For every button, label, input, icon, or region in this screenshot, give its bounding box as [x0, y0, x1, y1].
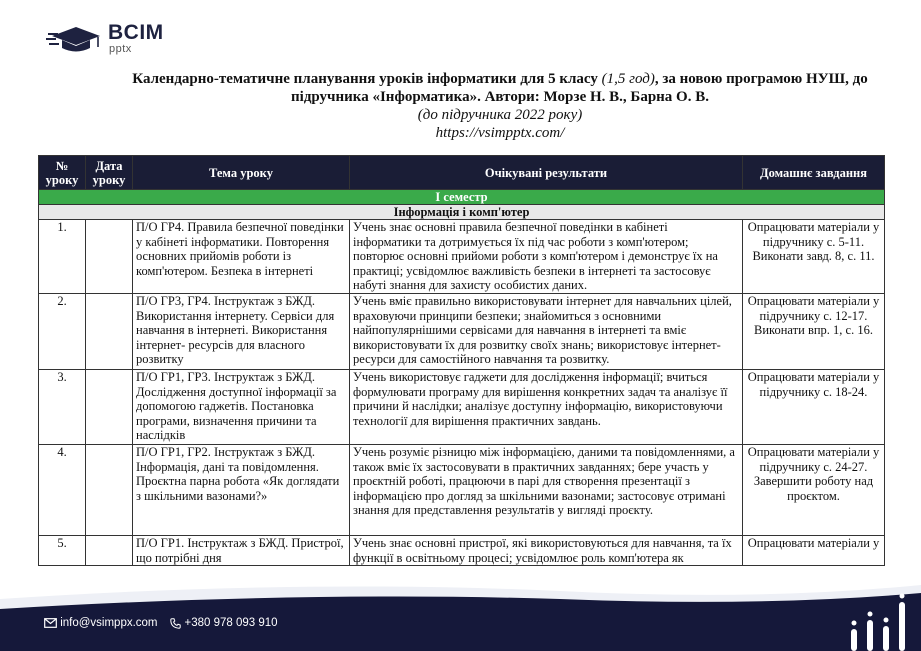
- row-results: Учень знає основні правила безпечної поведінки в кабінеті інформатики та дотримується їх під час роботи з комп'ютером; повторює основні прийоми роботи з комп'ютером і демонструє їх на практиці; усвідомлює важливість безпеки в інтернеті та застосовує набуті знання для захисту особистих даних.: [350, 220, 743, 294]
- row-topic: П/О ГР1. Інструктаж з БЖД. Пристрої, що потрібні дня: [133, 536, 350, 566]
- row-topic: П/О ГР1, ГР2. Інструктаж з БЖД. Інформація, дані та повідомлення. Проєктна парна робота «Як доглядати з шкільними вазонами?»: [133, 445, 350, 536]
- semester-row: [39, 190, 885, 205]
- row-date: [86, 536, 133, 566]
- row-number: 5.: [39, 536, 86, 566]
- table-row: [39, 536, 885, 566]
- row-homework: Опрацювати матеріали у: [743, 536, 885, 566]
- row-date: [86, 370, 133, 445]
- row-homework: Опрацювати матеріали у підручнику с. 18-24.: [743, 370, 885, 445]
- title-line1-rest: , за новою програмою НУШ, до: [654, 71, 868, 87]
- bars-decoration-icon: [840, 590, 915, 651]
- table-row: [39, 445, 885, 536]
- row-homework: Опрацювати матеріали у підручнику с. 24-27. Завершити роботу над проєктом.: [743, 445, 885, 536]
- logo-sub: pptx: [109, 43, 132, 55]
- header-number: № уроку: [39, 156, 86, 190]
- semester-label: I семестр: [39, 190, 885, 205]
- header-homework: Домашнє завдання: [743, 156, 885, 190]
- row-date: [86, 294, 133, 370]
- title-line1-bold: Календарно-тематичне планування уроків інформатики для 5 класу: [132, 71, 598, 87]
- row-number: 2.: [39, 294, 86, 370]
- lesson-plan-table: [38, 155, 885, 566]
- table-header: [39, 156, 885, 190]
- row-number: 3.: [39, 370, 86, 445]
- graduation-cap-icon: [46, 25, 104, 55]
- row-number: 4.: [39, 445, 86, 536]
- footer-email[interactable]: info@vsimppx.com: [60, 617, 158, 629]
- row-date: [86, 445, 133, 536]
- row-homework: Опрацювати матеріали у підручнику с. 12-17. Виконати впр. 1, с. 16.: [743, 294, 885, 370]
- title-url[interactable]: https://vsimpptx.com/: [435, 125, 565, 141]
- row-number: 1.: [39, 220, 86, 294]
- table-row: [39, 370, 885, 445]
- header-date: Дата уроку: [86, 156, 133, 190]
- row-topic: П/О ГР3, ГР4. Інструктаж з БЖД. Використання інтернету. Сервіси для навчання в інтернеті. Використання інтернет- ресурсів для власного розвитку: [133, 294, 350, 370]
- row-results: Учень вміє правильно використовувати інтернет для навчальних цілей, враховуючи принципи безпеки; знайомиться з основними найпопулярнішими сервісами для навчання в інтернеті та вміє використовувати їх для розвитку своїх знань; використовує інтернет-ресурси для самостійного навчання та розвитку.: [350, 294, 743, 370]
- document-title: [100, 70, 900, 142]
- footer-phone[interactable]: +380 978 093 910: [184, 617, 278, 629]
- footer-contacts: [44, 616, 278, 630]
- title-line1-italic: (1,5 год): [601, 71, 655, 87]
- table-row: [39, 220, 885, 294]
- logo-name: BCIM: [108, 21, 164, 44]
- title-line3: (до підручника 2022 року): [417, 107, 583, 123]
- row-topic: П/О ГР1, ГР3. Інструктаж з БЖД. Дослідження доступної інформації за допомогою гаджетів. Постановка програми, визначення причини та наслідків: [133, 370, 350, 445]
- row-topic: П/О ГР4. Правила безпечної поведінки у кабінеті інформатики. Повторення основних прийомів роботи із комп'ютером. Безпека в інтернеті: [133, 220, 350, 294]
- header-topic: Тема уроку: [133, 156, 350, 190]
- phone-icon: [170, 618, 181, 629]
- section-label: Інформація і комп'ютер: [39, 205, 885, 220]
- title-line2: підручника «Інформатика». Автори: Морзе Н. В., Барна О. В.: [291, 89, 709, 105]
- mail-icon: [44, 618, 57, 628]
- section-row: [39, 205, 885, 220]
- row-date: [86, 220, 133, 294]
- row-results: Учень знає основні пристрої, які використовуються для навчання, та їх функції в освітньому процесі; усвідомлює роль комп'ютера як: [350, 536, 743, 566]
- header-results: Очікувані результати: [350, 156, 743, 190]
- row-homework: Опрацювати матеріали у підручнику с. 5-11. Виконати завд. 8, с. 11.: [743, 220, 885, 294]
- row-results: Учень використовує гаджети для дослідження інформації; вчиться формулювати програму для вирішення конкретних задач та аналізує її причини й наслідки; аналізує доступну інформацію, використовуючи технології для вирішення практичних завдань.: [350, 370, 743, 445]
- table-row: [39, 294, 885, 370]
- row-results: Учень розуміє різницю між інформацією, даними та повідомленнями, а також вміє їх застосовувати в практичних завданнях; бере участь у проєктній роботі, працюючи в парі для створення презентації з інформацією про догляд за шкільними вазонами; застосовує отримані знання для представлення результатів у вигляді проєкту.: [350, 445, 743, 536]
- logo: [46, 22, 166, 58]
